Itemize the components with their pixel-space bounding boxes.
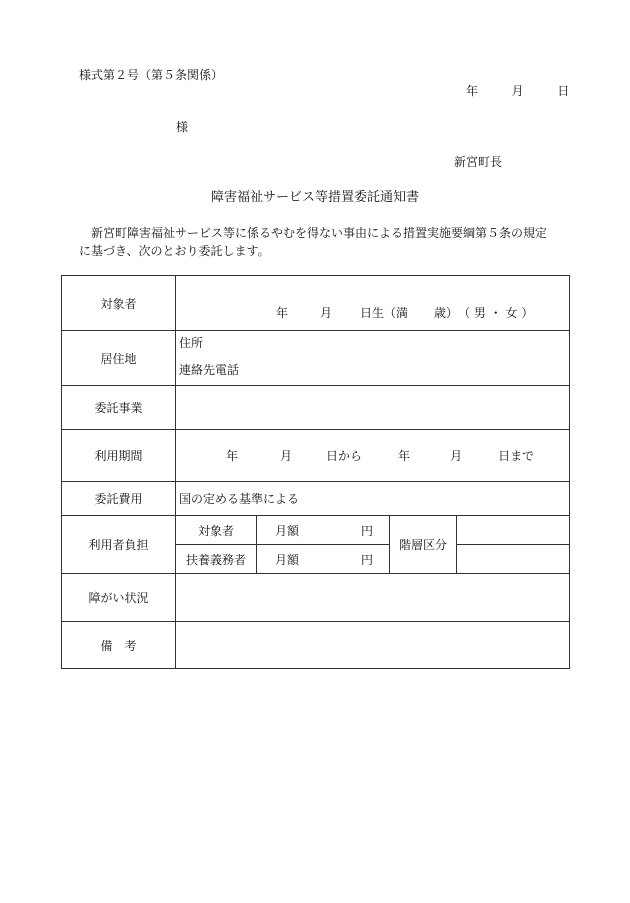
- cost-row: [62, 482, 570, 516]
- subject-birthdate-field[interactable]: [176, 276, 570, 331]
- address-label: 住所: [179, 336, 204, 350]
- period-label: 利用期間: [62, 430, 176, 482]
- burden-row-subject: [62, 516, 570, 545]
- burden-subject-yen: 円: [361, 523, 374, 538]
- date-month-label: 月: [511, 84, 524, 98]
- period-from-label: 日から: [326, 449, 363, 463]
- burden-guardian-amount-field[interactable]: [257, 545, 390, 574]
- document-title: 障害福祉サービス等措置委託通知書: [210, 190, 419, 205]
- residence-row: [62, 331, 570, 386]
- period-year-to: 年: [398, 449, 411, 463]
- period-field[interactable]: [176, 430, 570, 482]
- subject-label: 対象者: [62, 276, 176, 331]
- period-year-from: 年: [226, 449, 239, 463]
- dob-age: 歳）: [434, 305, 459, 320]
- cost-value: 国の定める基準による: [176, 482, 570, 516]
- disability-label: 障がい状況: [62, 574, 176, 622]
- disability-row: [62, 574, 570, 622]
- issuer-name: 新宮町長: [454, 155, 503, 169]
- burden-guardian-monthly: 月額: [275, 552, 300, 567]
- form-number: 様式第２号（第５条関係）: [79, 68, 224, 82]
- intro-paragraph: 新宮町障害福祉サービス等に係るやむを得ない事由による措置実施要綱第５条の規定に基づき、次のとおり委託します。: [79, 226, 548, 258]
- burden-subject-label: 対象者: [176, 516, 257, 545]
- tier-label: 階層区分: [390, 516, 457, 574]
- burden-label: 利用者負担: [62, 516, 176, 574]
- date-year-label: 年: [466, 84, 479, 98]
- burden-subject-amount-field[interactable]: [257, 516, 390, 545]
- tier-field-subject[interactable]: [457, 516, 570, 545]
- residence-label: 居住地: [62, 331, 176, 386]
- subject-row: [62, 276, 570, 331]
- period-month-to: 月: [450, 449, 463, 463]
- dob-born: 日生（満: [360, 305, 409, 320]
- remarks-label: 備 考: [62, 622, 176, 669]
- burden-guardian-yen: 円: [361, 552, 374, 567]
- cost-label: 委託費用: [62, 482, 176, 516]
- gender-choice[interactable]: （ 男 ・ 女 ）: [458, 305, 534, 320]
- task-row: [62, 386, 570, 430]
- period-month-from: 月: [280, 449, 293, 463]
- addressee-suffix: 様: [176, 120, 189, 134]
- phone-label: 連絡先電話: [179, 363, 240, 377]
- burden-guardian-label: 扶養義務者: [176, 545, 257, 574]
- task-label: 委託事業: [62, 386, 176, 430]
- task-field[interactable]: [176, 386, 570, 430]
- remarks-row: [62, 622, 570, 669]
- dob-month: 月: [320, 305, 333, 320]
- period-row: [62, 430, 570, 482]
- dob-year: 年: [276, 305, 289, 320]
- date-day-label: 日: [557, 84, 570, 98]
- issue-date: [466, 82, 569, 99]
- residence-field[interactable]: [176, 331, 570, 386]
- notice-table: [61, 275, 570, 669]
- burden-subject-monthly: 月額: [275, 523, 300, 538]
- tier-field-guardian[interactable]: [457, 545, 570, 574]
- remarks-field[interactable]: [176, 622, 570, 669]
- disability-field[interactable]: [176, 574, 570, 622]
- period-to-label: 日まで: [498, 449, 535, 463]
